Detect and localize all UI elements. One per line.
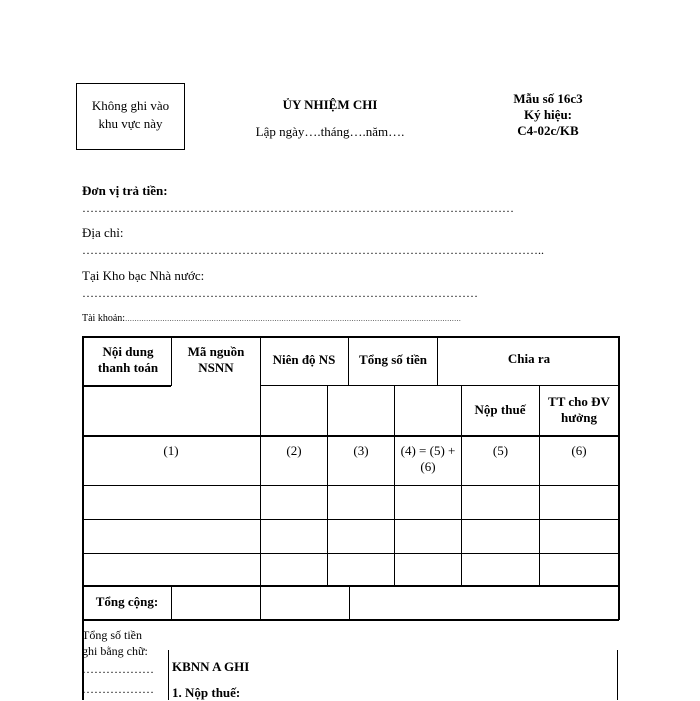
no-write-box <box>76 83 185 150</box>
words-label-2: ghi bằng chữ: <box>82 644 148 658</box>
account-row <box>82 313 461 324</box>
address-label: Địa chỉ: <box>82 225 124 240</box>
words-dots-1: ……………… <box>82 662 154 676</box>
header-year: Niên độ NS <box>272 352 336 367</box>
header-content: Nội dung thanh toán <box>97 344 159 375</box>
no-write-line2: khu vực này <box>98 116 163 131</box>
amount-in-words <box>82 627 154 697</box>
total-label: Tổng cộng: <box>95 594 159 609</box>
header-split: Chia ra <box>507 351 551 366</box>
words-dots-2: ……………… <box>82 682 154 696</box>
kbnn-item-1: 1. Nộp thuế: <box>172 685 241 700</box>
document-title: ỦY NHIỆM CHI <box>282 97 378 112</box>
col-number-2: (2) <box>286 443 302 458</box>
header-total: Tổng số tiền <box>359 352 427 367</box>
form-code <box>498 91 598 139</box>
symbol-code: C4-02c/KB <box>517 123 579 138</box>
date-line: Lập ngày….tháng….năm…. <box>255 124 405 139</box>
form-number: Mẫu số 16c3 <box>513 91 583 106</box>
account-label: Tài khoản: <box>82 313 126 324</box>
address-dots: …………………………………………………………………………………………………….. <box>82 243 544 257</box>
treasury-dots: ……………………………………………………………………………………… <box>82 286 478 300</box>
words-label-1: Tổng số tiền <box>82 628 142 642</box>
col-number-3: (3) <box>353 443 369 458</box>
kbnn-title: KBNN A GHI <box>172 659 250 674</box>
col-number-4: (4) = (5) + (6) <box>400 443 456 474</box>
col-number-5: (5) <box>492 443 509 458</box>
symbol-label: Ký hiệu: <box>523 107 573 122</box>
col-number-6: (6) <box>571 443 587 458</box>
treasury-label: Tại Kho bạc Nhà nước: <box>82 268 205 283</box>
header-source: Mã nguồn NSNN <box>187 344 245 375</box>
col-number-1: (1) <box>163 443 179 458</box>
header-beneficiary: TT cho ĐV hưởng <box>548 394 610 425</box>
payer-label: Đơn vị trả tiền: <box>82 183 168 198</box>
header-tax: Nộp thuế <box>474 402 526 417</box>
no-write-line1: Không ghi vào <box>91 98 170 113</box>
payer-dots: ……………………………………………………………………………………………… <box>82 201 514 215</box>
account-dots: ……………………………………………………………………………………………………………………………… <box>125 315 462 323</box>
